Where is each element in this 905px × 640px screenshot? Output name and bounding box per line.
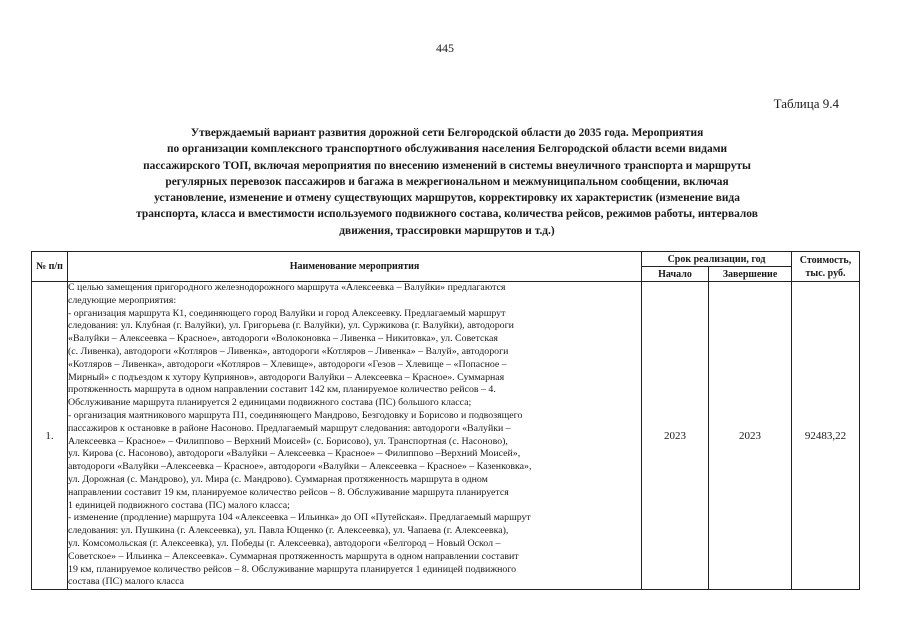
header-period: Срок реализации, год xyxy=(642,252,792,267)
description-line: ул. Кирова (с. Насоново), автодороги «Валуйки – Алексеевка – Красное» – Филиппово –Верхний Моисей», xyxy=(68,448,521,460)
table-caption: Таблица 9.4 xyxy=(773,96,839,111)
header-end: Завершение xyxy=(709,267,792,282)
title-line: пассажирского ТОП, включая мероприятия по внесению изменений в системы внеуличного транспорта и маршруты xyxy=(143,159,751,172)
page-number: 445 xyxy=(436,41,454,55)
row-end-year: 2023 xyxy=(709,282,792,590)
description-line: Обслуживание маршрута планируется 2 единицами подвижного состава (ПС) большого класса; xyxy=(68,397,472,409)
row-cost: 92483,22 xyxy=(792,282,860,590)
description-line: 1 единицей подвижного состава (ПС) малого класса; xyxy=(68,499,290,511)
description-line: Советское» – Ильинка – Алексеевка». Суммарная протяженность маршрута в одном направлении составит xyxy=(68,550,519,562)
table-row xyxy=(32,282,860,590)
description-line: направлении составит 19 км, планируемое количество рейсов – 8. Обслуживание маршрута планируется xyxy=(68,486,509,498)
title-line: Утверждаемый вариант развития дорожной сети Белгородской области до 2035 года. Мероприятия xyxy=(190,127,704,139)
header-number: № п/п xyxy=(32,252,68,282)
description-line: Алексеевка – Красное» – Филиппово – Верхний Моисей» (с. Борисово), ул. Транспортная (с. Насоново), xyxy=(68,435,508,447)
description-line: протяженность маршрута в одном направлении составит 142 км, планируемое количество рейсов – 4. xyxy=(68,384,496,396)
title-line: регулярных перевозок пассажиров и багажа в межрегиональном и межмуниципальном сообщении, включая xyxy=(165,175,729,188)
document-title xyxy=(52,125,842,239)
header-name: Наименование мероприятия xyxy=(68,252,642,282)
description-line: автодороги «Валуйки –Алексеевка – Красное», автодороги «Валуйки – Алексеевка – Красное» – Казенковка», xyxy=(68,461,532,473)
description-line: ул. Дорожная (с. Мандрово), ул. Мира (с. Мандрово). Суммарная протяженность маршрута в одном xyxy=(68,473,488,485)
description-line: С целью замещения пригородного железнодорожного маршрута «Алексеевка – Валуйки» предлагаются xyxy=(68,282,506,293)
title-line: установление, изменение и отмену существующих маршрутов, корректировку их характеристик (изменение вида xyxy=(154,192,740,205)
description-line: 19 км, планируемое количество рейсов – 8. Обслуживание маршрута планируется 1 единицей подвижного xyxy=(68,563,517,575)
title-line: движения, трассировки маршрутов и т.д.) xyxy=(339,224,555,237)
description-line: состава (ПС) малого класса xyxy=(68,576,185,588)
row-description xyxy=(68,282,642,590)
description-line: пассажиров к остановке в районе Насоново. Предлагаемый маршрут следования: автодороги «Валуйки – xyxy=(68,422,511,434)
row-start-year: 2023 xyxy=(642,282,709,590)
description-line: следования: ул. Клубная (г. Валуйки), ул. Григорьева (г. Валуйки), ул. Суржикова (г. Валуйки), автодороги xyxy=(68,320,514,332)
header-cost: Стоимость, тыс. руб. xyxy=(792,252,860,282)
row-number: 1. xyxy=(32,282,68,590)
description-line: «Валуйки – Алексеевка – Красное», автодороги «Волоконовка – Ливенка – Никитовка», ул. Советская xyxy=(68,333,498,345)
measures-table xyxy=(31,251,860,590)
description-line: - организация маршрута К1, соединяющего город Валуйки и город Алексеевку. Предлагаемый маршрут xyxy=(68,307,506,319)
description-line: Мирный» с подъездом к хутору Куприянов», автодороги Валуйки – Алексеевка – Красное». Суммарная xyxy=(68,371,505,383)
description-line: следования: ул. Пушкина (г. Алексеевка), ул. Павла Ющенко (г. Алексеевка), ул. Чапаева (г. Алексеевка), xyxy=(68,525,509,537)
title-line: транспорта, класса и вместимости используемого подвижного состава, количества рейсов, режимов работы, интервалов xyxy=(136,208,758,221)
description-line: «Котляров – Ливенка», автодороги «Котляров – Хлевище», автодороги «Гезов – Хлевище – «Попасное – xyxy=(68,358,507,370)
description-line: (с. Ливенка), автодороги «Котляров – Ливенка», автодороги «Котляров – Ливенка» – Валуй», автодороги xyxy=(68,345,509,357)
description-line: - организация маятникового маршрута П1, соединяющего Мандрово, Безгодовку и Борисово и подвозящего xyxy=(68,409,523,421)
description-line: следующие мероприятия: xyxy=(68,294,177,306)
header-start: Начало xyxy=(642,267,709,282)
description-line: ул. Комсомольская (г. Алексеевка), ул. Победы (г. Алексеевка), автодороги «Белгород – Новый Оскол – xyxy=(68,537,501,549)
title-line: по организации комплексного транспортного обслуживания населения Белгородской области всеми видами xyxy=(166,143,728,156)
description-line: - изменение (продление) маршрута 104 «Алексеевка – Ильинка» до ОП «Путейская». Предлагаемый маршрут xyxy=(68,512,531,524)
